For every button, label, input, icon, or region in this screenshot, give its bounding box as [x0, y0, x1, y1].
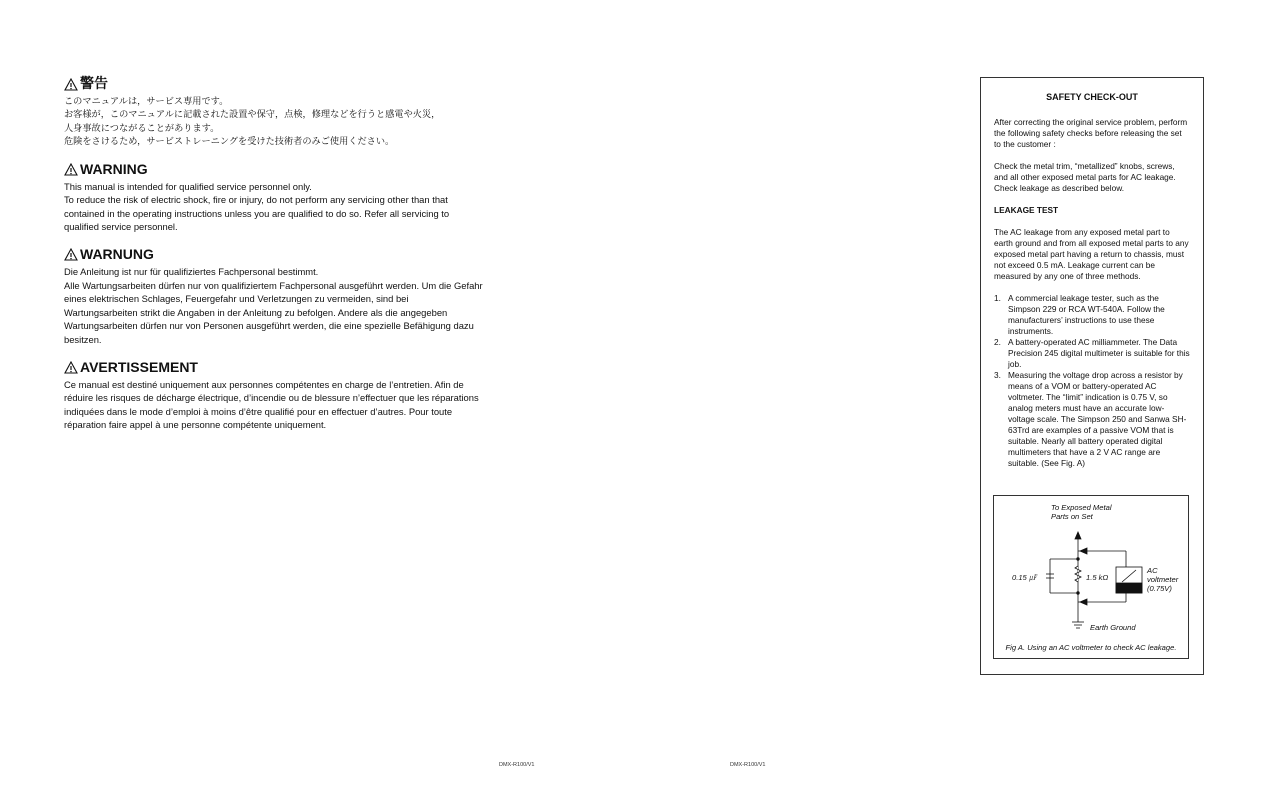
warning-triangle-icon: [64, 78, 78, 91]
footer-model-left: DMX-R100/V1: [499, 762, 535, 768]
leakage-test-body: The AC leakage from any exposed metal part to earth ground and from all exposed metal parts to any exposed metal part having a return to chassis, must not exceed 0.5 mA. Leakage current can be measured by any one of three methods.: [994, 227, 1189, 281]
resistor-label: 1.5 kΩ: [1086, 573, 1109, 582]
english-warning-title: WARNING: [80, 160, 148, 177]
exposed-metal-label: To Exposed Metal Parts on Set: [1051, 503, 1112, 521]
warning-triangle-icon: [64, 361, 78, 374]
safety-checkout-box: [980, 77, 1204, 675]
list-item: 2. A battery-operated AC milliammeter. The Data Precision 245 digital multimeter is suitable for this job.: [994, 337, 1190, 369]
french-warning-title: AVERTISSEMENT: [80, 358, 198, 375]
leakage-methods-list: [994, 293, 1190, 469]
safety-check-text: Check the metal trim, “metallized” knobs, screws, and all other exposed metal parts for AC leakage. Check leakage as described below.: [994, 161, 1176, 193]
leakage-test-title: LEAKAGE TEST: [994, 205, 1059, 215]
japanese-warning-title: 警告: [80, 76, 108, 92]
japanese-warning-body: このマニュアルは，サービス専用です。 お客様が，このマニュアルに記載された設置や保守，点検，修理などを行うと感電や火災， 人身事故につながることがあります。 危険をさけるため，サービストレーニングを受けた技術者のみご使用ください。: [64, 96, 441, 148]
english-warning: [64, 161, 484, 234]
english-warning-body: This manual is intended for qualified service personnel only. To reduce the risk of electric shock, fire or injury, do not perform any servicing other than that contained in the operating instructions unless you are qualified to do so. Refer all servicing to qualified service personnel.: [64, 180, 450, 233]
warning-triangle-icon: [64, 163, 78, 176]
voltmeter-label: AC voltmeter (0.75V): [1147, 566, 1179, 593]
warning-triangle-icon: [64, 248, 78, 261]
capacitor-label: 0.15 ㎌: [1012, 573, 1037, 582]
list-item: 1. A commercial leakage tester, such as the Simpson 229 or RCA WT-540A. Follow the manufacturers’ instructions to use these instruments.: [994, 293, 1165, 336]
figure-a: [993, 495, 1189, 659]
french-warning: [64, 359, 484, 432]
earth-ground-label: Earth Ground: [1090, 623, 1136, 632]
german-warning-body: Die Anleitung ist nur für qualifiziertes Fachpersonal bestimmt. Alle Wartungsarbeiten dürfen nur von qualifiziertem Fachpersonal ausgeführt werden. Um die Gefahr eines elektrischen Schlages, Feuergefahr und Verletzungen zu vermeiden, sind bei Wartungsarbeiten strikt die Angaben in der Anleitung zu befolgen. Andere als die angegeben Wartungsarbeiten dürfen nur von Personen ausgeführt werden, die eine spezielle Befähigung dazu besitzen.: [64, 266, 483, 345]
figure-caption: Fig A. Using an AC voltmeter to check AC leakage.: [1005, 643, 1177, 652]
list-item: 3. Measuring the voltage drop across a resistor by means of a VOM or battery-operated AC voltmeter. The “limit” indication is 0.75 V, so analog meters must have an accurate low-voltage scale. The Simpson 250 and Sanwa SH-63Trd are examples of a passive VOM that is suitable. Nearly all battery operated digital multimeters that have a 2 V AC range are suitable. (See Fig. A): [994, 370, 1187, 468]
french-warning-body: Ce manual est destiné uniquement aux personnes compétentes en charge de l’entretien. Afin de réduire les risques de décharge électrique, d’incendie ou de blessure n’effectuer que les réparations indiquées dans le mode d’emploi à moins d’être qualifié pour en effectuer d’autres. Pour toute réparation faire appel à une personne compétente uniquement.: [64, 378, 479, 431]
safety-checkout-title: SAFETY CHECK-OUT: [1046, 92, 1138, 102]
warning-column: [64, 76, 484, 444]
german-warning-title: WARNUNG: [80, 246, 154, 262]
german-warning: [64, 246, 484, 347]
safety-intro: After correcting the original service problem, perform the following safety checks before releasing the set to the customer :: [994, 117, 1188, 149]
japanese-warning: [64, 76, 484, 149]
footer-model-right: DMX-R100/V1: [730, 762, 766, 768]
